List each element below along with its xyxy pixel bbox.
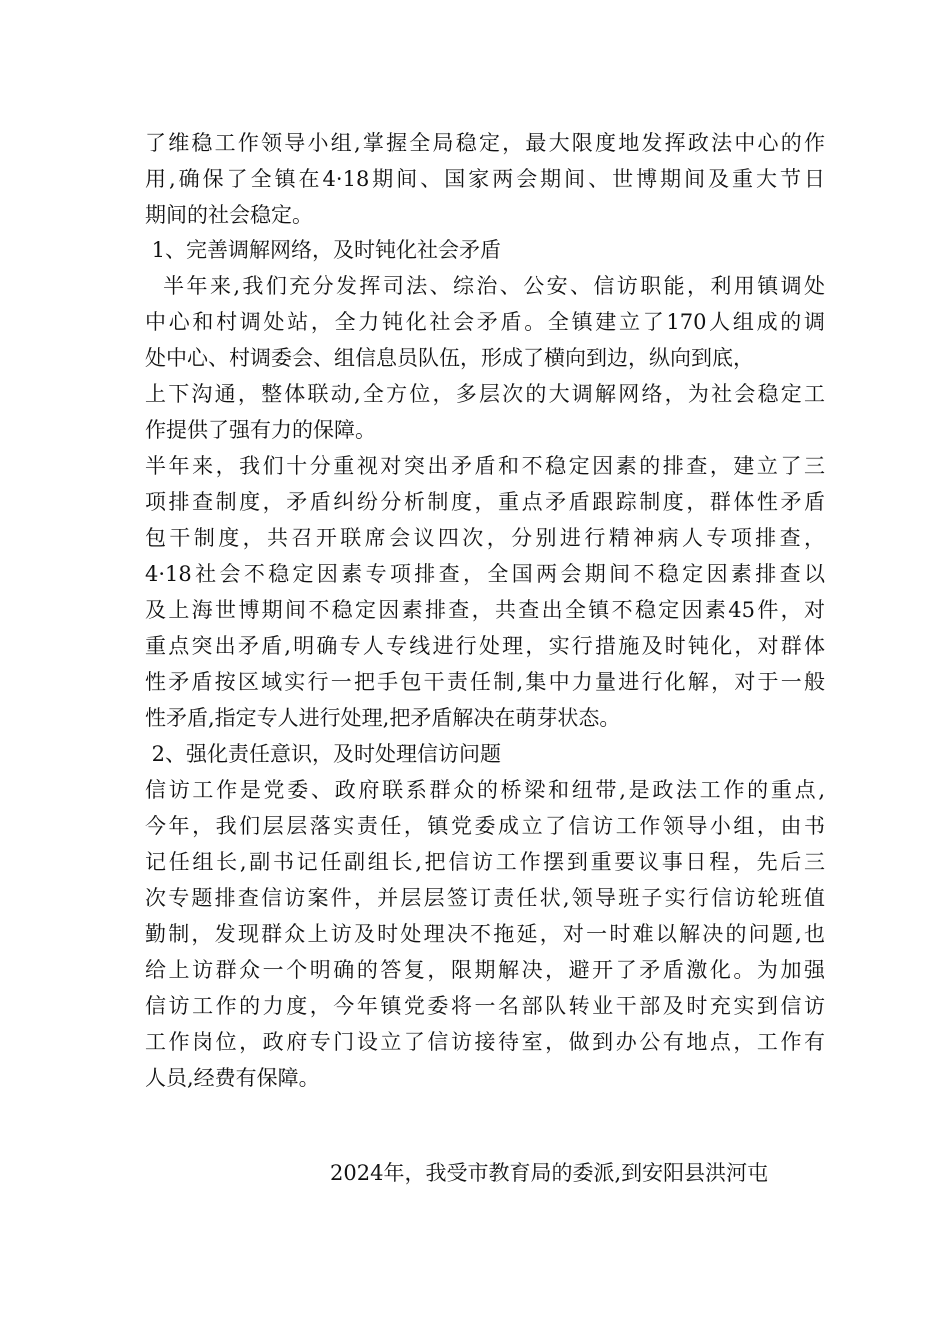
text-line: 给上访群众一个明确的答复，限期解决，避开了矛盾激化。为加强 bbox=[145, 958, 825, 982]
text-line: 工作岗位，政府专门设立了信访接待室，做到办公有地点，工作有 bbox=[145, 1030, 825, 1054]
text-line: 期间的社会稳定。 bbox=[145, 203, 313, 227]
text-line: 今年，我们层层落实责任，镇党委成立了信访工作领导小组，由书 bbox=[145, 814, 825, 838]
text-line: 项排查制度，矛盾纠纷分析制度，重点矛盾跟踪制度，群体性矛盾 bbox=[145, 490, 825, 514]
text-line: 包干制度，共召开联席会议四次，分别进行精神病人专项排查， bbox=[145, 526, 825, 550]
text-line: 信访工作是党委、政府联系群众的桥梁和纽带,是政法工作的重点, bbox=[145, 778, 825, 802]
text-line: 用,确保了全镇在4·18期间、国家两会期间、世博期间及重大节日 bbox=[145, 167, 825, 191]
text-line: 人员,经费有保障。 bbox=[145, 1066, 320, 1090]
text-line: 作提供了强有力的保障。 bbox=[145, 418, 376, 442]
text-line: 重点突出矛盾,明确专人专线进行处理，实行措施及时钝化，对群体 bbox=[145, 634, 825, 658]
section-heading: 1、完善调解网络，及时钝化社会矛盾 bbox=[145, 238, 502, 262]
text-line: 次专题排查信访案件，并层层签订责任状,领导班子实行信访轮班值 bbox=[145, 886, 825, 910]
text-line: 及上海世博期间不稳定因素排查，共查出全镇不稳定因素45件，对 bbox=[145, 598, 825, 622]
text-line: 上下沟通，整体联动,全方位，多层次的大调解网络，为社会稳定工 bbox=[145, 382, 825, 406]
text-line: 性矛盾按区域实行一把手包干责任制,集中力量进行化解，对于一般 bbox=[145, 670, 825, 694]
text-line: 记任组长,副书记任副组长,把信访工作摆到重要议事日程，先后三 bbox=[145, 850, 825, 874]
text-line: 4·18社会不稳定因素专项排查，全国两会期间不稳定因素排查以 bbox=[145, 562, 825, 586]
closing-line: 2024年，我受市教育局的委派,到安阳县洪河屯 bbox=[330, 1161, 769, 1185]
text-line: 半年来，我们十分重视对突出矛盾和不稳定因素的排查，建立了三 bbox=[145, 454, 825, 478]
section-heading: 2、强化责任意识，及时处理信访问题 bbox=[145, 742, 502, 766]
text-line: 半年来,我们充分发挥司法、综治、公安、信访职能，利用镇调处 bbox=[145, 274, 825, 298]
text-line: 处中心、村调委会、组信息员队伍，形成了横向到边，纵向到底， bbox=[145, 346, 754, 370]
text-line: 了维稳工作领导小组,掌握全局稳定，最大限度地发挥政法中心的作 bbox=[145, 131, 825, 155]
text-line: 勤制，发现群众上访及时处理决不拖延，对一时难以解决的问题,也 bbox=[145, 922, 825, 946]
text-line: 信访工作的力度，今年镇党委将一名部队转业干部及时充实到信访 bbox=[145, 994, 825, 1018]
text-line: 中心和村调处站，全力钝化社会矛盾。全镇建立了170人组成的调 bbox=[145, 310, 825, 334]
text-line: 性矛盾,指定专人进行处理,把矛盾解决在萌芽状态。 bbox=[145, 706, 621, 730]
